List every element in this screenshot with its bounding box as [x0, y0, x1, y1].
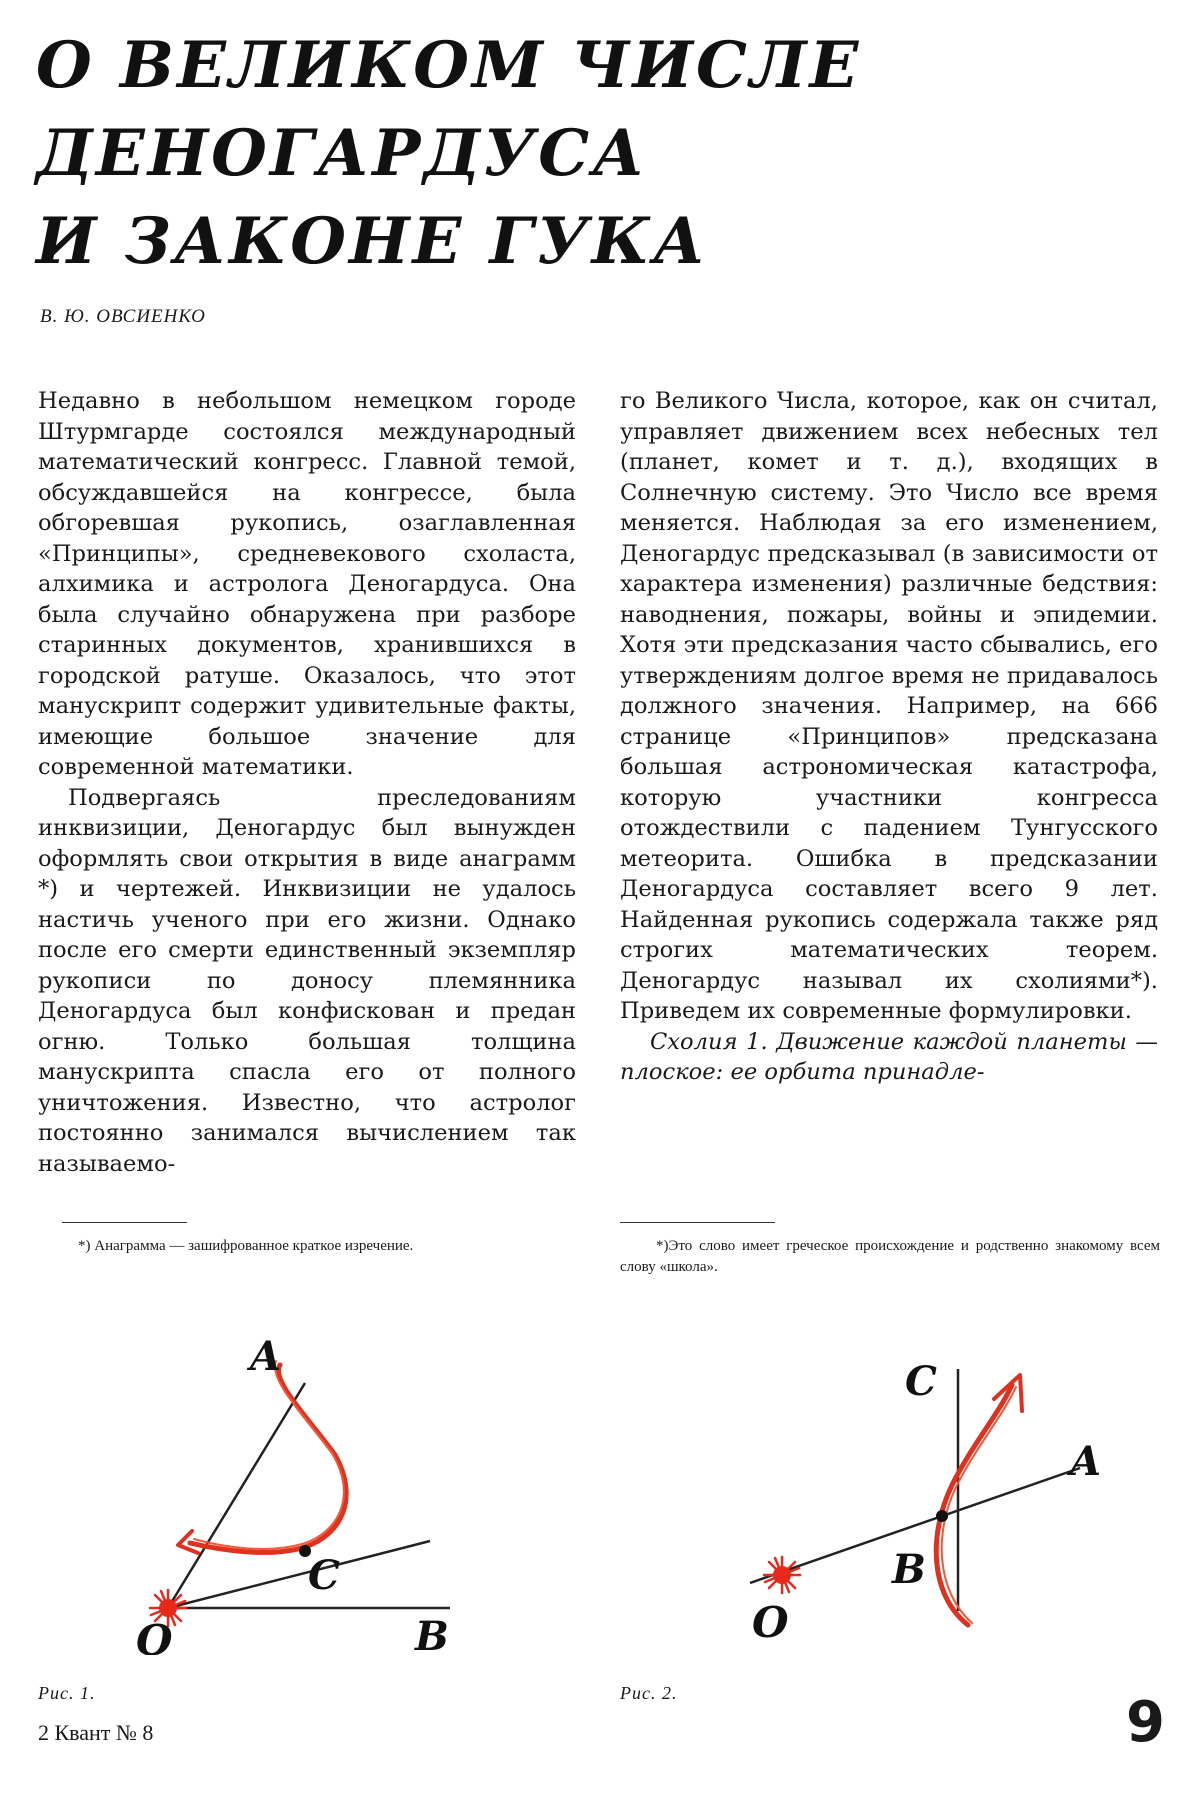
body-column-right	[620, 386, 1158, 1088]
fig1-line-OA	[168, 1383, 305, 1608]
figure-1	[130, 1325, 490, 1655]
author-byline: В. Ю. ОВСИЕНКО	[40, 306, 206, 327]
fig1-orbit-arc	[190, 1365, 346, 1552]
article-title	[36, 22, 936, 286]
title-line-2: ДЕНОГАРДУСА	[36, 116, 648, 191]
folio: 2 Квант № 8	[38, 1720, 154, 1745]
fig1-label-A: A	[250, 1333, 282, 1380]
fig2-label-C: C	[905, 1358, 937, 1405]
footnote-rule-left	[62, 1222, 187, 1223]
title-line-3: И ЗАКОНЕ ГУКА	[36, 204, 708, 279]
fig2-label-O: O	[752, 1598, 789, 1645]
figure-2	[740, 1325, 1120, 1645]
figure-2-caption: Рис. 2.	[620, 1683, 678, 1703]
scholium-1: Схолия 1. Движение каждой планеты — плоское: ее орбита принадле-	[620, 1028, 1158, 1085]
body-column-left	[38, 386, 576, 1179]
fig1-label-C: C	[308, 1552, 340, 1599]
figure-1-caption: Рис. 1.	[38, 1683, 96, 1703]
footnote-rule-right	[620, 1222, 775, 1223]
footnote-left: *) Анаграмма — зашифрованное краткое изречение.	[78, 1238, 414, 1254]
fig2-label-A: A	[1070, 1438, 1102, 1485]
fig2-label-B: B	[892, 1546, 926, 1593]
paragraph: Подвергаясь преследованиям инквизиции, Деногардус был вынужден оформлять свои открытия в виде анаграмм *) и чертежей. Инквизиции не удалось настичь ученого при его жизни. Однако после его смерти единственный экземпляр рукописи по доносу племянника Деногардуса был конфискован и предан огню. Только большая толщина манускрипта спасла его от полного уничтожения. Известно, что астролог постоянно занимался вычислением так называемо-	[38, 784, 576, 1177]
title-line-1: О ВЕЛИКОМ ЧИСЛЕ	[36, 28, 862, 103]
page-number: 9	[1126, 1690, 1165, 1755]
fig2-sun-icon	[764, 1557, 800, 1593]
paragraph: Недавно в небольшом немецком городе Штурмгарде состоялся международный математический конгресс. Главной темой, обсуждавшейся на конгрессе, была обгоревшая рукопись, озаглавленная «Принципы», средневекового схоласта, алхимика и астролога Деногардуса. Она была случайно обнаружена при разборе старинных документов, хранившихся в городской ратуше. Оказалось, что этот манускрипт содержит удивительные факты, имеющие большое значение для современной математики.	[38, 388, 576, 780]
fig1-orbit-arc-stroke	[194, 1361, 344, 1549]
fig1-label-O: O	[136, 1616, 173, 1655]
fig2-orbit-arc-stroke	[942, 1387, 1016, 1623]
fig1-label-B: B	[415, 1613, 449, 1655]
fig2-point-B	[936, 1510, 948, 1522]
footnote-right: *)Это слово имеет греческое происхождение и родственно знакомому всем слову «школа».	[620, 1238, 1160, 1275]
paragraph: го Великого Числа, которое, как он считал, управляет движением всех небесных тел (планет, комет и т. д.), входящих в Солнечную систему. Это Число все время меняется. Наблюдая за его изменением, Деногардус предсказывал (в зависимости от характера изменения) различные бедствия: наводнения, пожары, войны и эпидемии. Хотя эти предсказания часто сбывались, его утверждениям долгое время не придавалось должного значения. Например, на 666 странице «Принципов» предсказана большая астрономическая катастрофа, которую участники конгресса отождествили с падением Тунгусского метеорита. Ошибка в предсказании Деногардуса составляет всего 9 лет. Найденная рукопись содержала также ряд строгих математических теорем. Деногардус называл их схолиями*). Приведем их современные формулировки.	[620, 388, 1158, 1024]
